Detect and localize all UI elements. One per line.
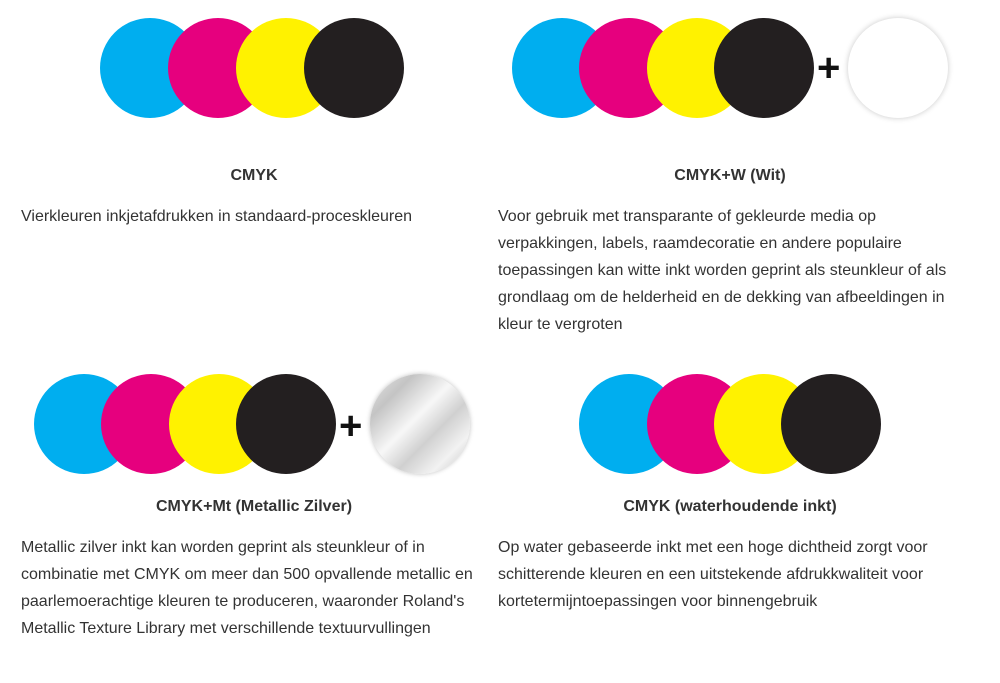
card-title: CMYK (230, 167, 278, 184)
card-description: Vierkleuren inkjetafdrukken in standaard-proceskleuren (21, 208, 413, 225)
card-title: CMYK (waterhoudende inkt) (623, 498, 837, 515)
black-circle (781, 374, 881, 474)
ink-circles (579, 374, 884, 474)
plus-icon: + (817, 46, 841, 90)
card-description: Op water gebaseerde inkt met een hoge dichtheid zorgt voor schitterende kleuren en een uitstekende afdrukkwaliteit voor kortetermijntoepassingen voor binnengebruik (498, 539, 928, 610)
card-description: Metallic zilver inkt kan worden geprint als steunkleur of in combinatie met CMYK om meer dan 500 opvallende metallic en paarlemoerachtige kleuren te produceren, waaronder Roland's Metallic Texture Library met verschillende textuurvullingen (21, 539, 473, 637)
card-description: Voor gebruik met transparante of gekleurde media op verpakkingen, labels, raamdecoratie en andere populaire toepassingen kan witte inkt worden geprint als steunkleur of als grondlaag om de helderheid en de dekking van afbeeldingen in kleur te vergroten (498, 208, 947, 333)
card-title: CMYK+W (Wit) (674, 167, 786, 184)
plus-icon: + (339, 404, 363, 448)
card-title: CMYK+Mt (Metallic Zilver) (155, 498, 353, 515)
